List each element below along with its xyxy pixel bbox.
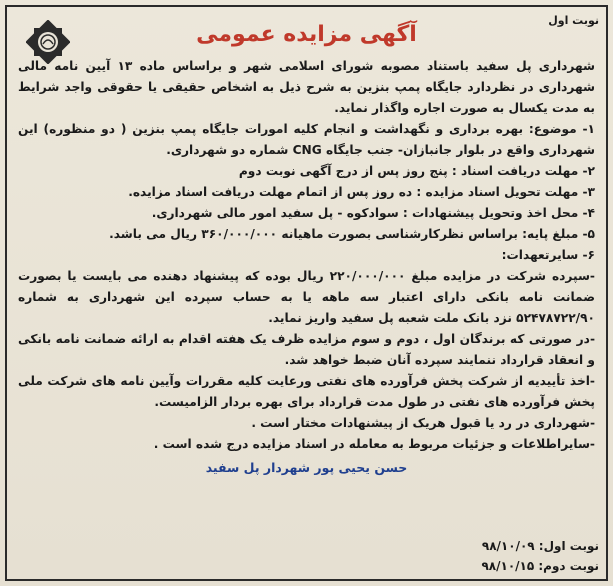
obligation-deposit: -سپرده شرکت در مزایده مبلغ ۲۲۰/۰۰۰/۰۰۰ ریال بوده که پیشنهاد دهنده می بایست یا بصورت ضمانت نامه بانکی دارای اعتبار سه ماهه یا به حساب سپرده این شهرداری به شماره ۵۲۴۷۸۷۲۲/۹۰ نزد بانک ملت شعبه پل سفید واریز نماید. [18,269,595,325]
item-subject: ۱- موضوع: بهره برداری و نگهداشت و انجام کلیه امورات جایگاه پمپ بنزین ( دو منظوره) این شهرداری واقع در بلوار جانبازان- جنب جایگاه CNG شماره دو شهرداری. [18,122,595,157]
page-title: آگهی مزایده عمومی [196,22,417,47]
item-delivery-deadline: ۳- مهلت تحویل اسناد مزایده : ده روز پس از اتمام مهلت دریافت اسناد مزایده. [128,185,595,199]
item-other-obligations: ۶- سایرتعهدات: [501,248,595,262]
date-first-round: نوبت اول: ۹۸/۱۰/۰۹ [481,539,599,553]
obligation-approval: -اخذ تأییدیه از شرکت پخش فرآورده های نفتی ورعایت کلیه مقررات وآیین نامه های شرکت ملی پخش فرآورده های نفتی در طول مدت قرارداد برای بهره بردار الزامیست. [18,374,595,409]
date-second-round: نوبت دوم: ۹۸/۱۰/۱۵ [481,559,599,573]
item-base-price: ۵- مبلغ پایه: براساس نظرکارشناسی بصورت ماهیانه ۳۶۰/۰۰۰/۰۰۰ ریال می باشد. [109,227,595,241]
obligation-info: -سایراطلاعات و جزئیات مربوط به معامله در اسناد مزایده درج شده است . [153,437,595,451]
round-label: نوبت اول [548,14,599,27]
obligation-rights: -شهرداری در رد یا قبول هریک از پیشنهادات مختار است . [251,416,595,430]
obligation-forfeit: -در صورتی که برندگان اول ، دوم و سوم مزایده ظرف یک هفته اقدام به ارائه ضمانت نامه بانکی و انعقاد قرارداد ننمایند سپرده آنان ضبط خواهد شد. [18,332,595,367]
notice-body [18,56,595,478]
intro-paragraph: شهرداری پل سفید باستناد مصوبه شورای اسلامی شهر و براساس ماده ۱۳ آیین نامه مالی شهرداری در نظردارد جایگاه پمپ بنزین به شرح ذیل به اشخاص حقیقی یا حقوقی واجد شرایط به مدت یکسال به صورت اجاره واگذار نماید. [18,59,596,115]
item-document-deadline: ۲- مهلت دریافت اسناد : پنج روز پس از درج آگهی نوبت دوم [238,164,595,178]
signer: حسن یحیی پور شهردار پل سفید [205,460,408,475]
item-location: ۴- محل اخذ وتحویل پیشنهادات : سوادکوه - پل سفید امور مالی شهرداری. [151,206,595,220]
publication-dates [481,536,599,576]
